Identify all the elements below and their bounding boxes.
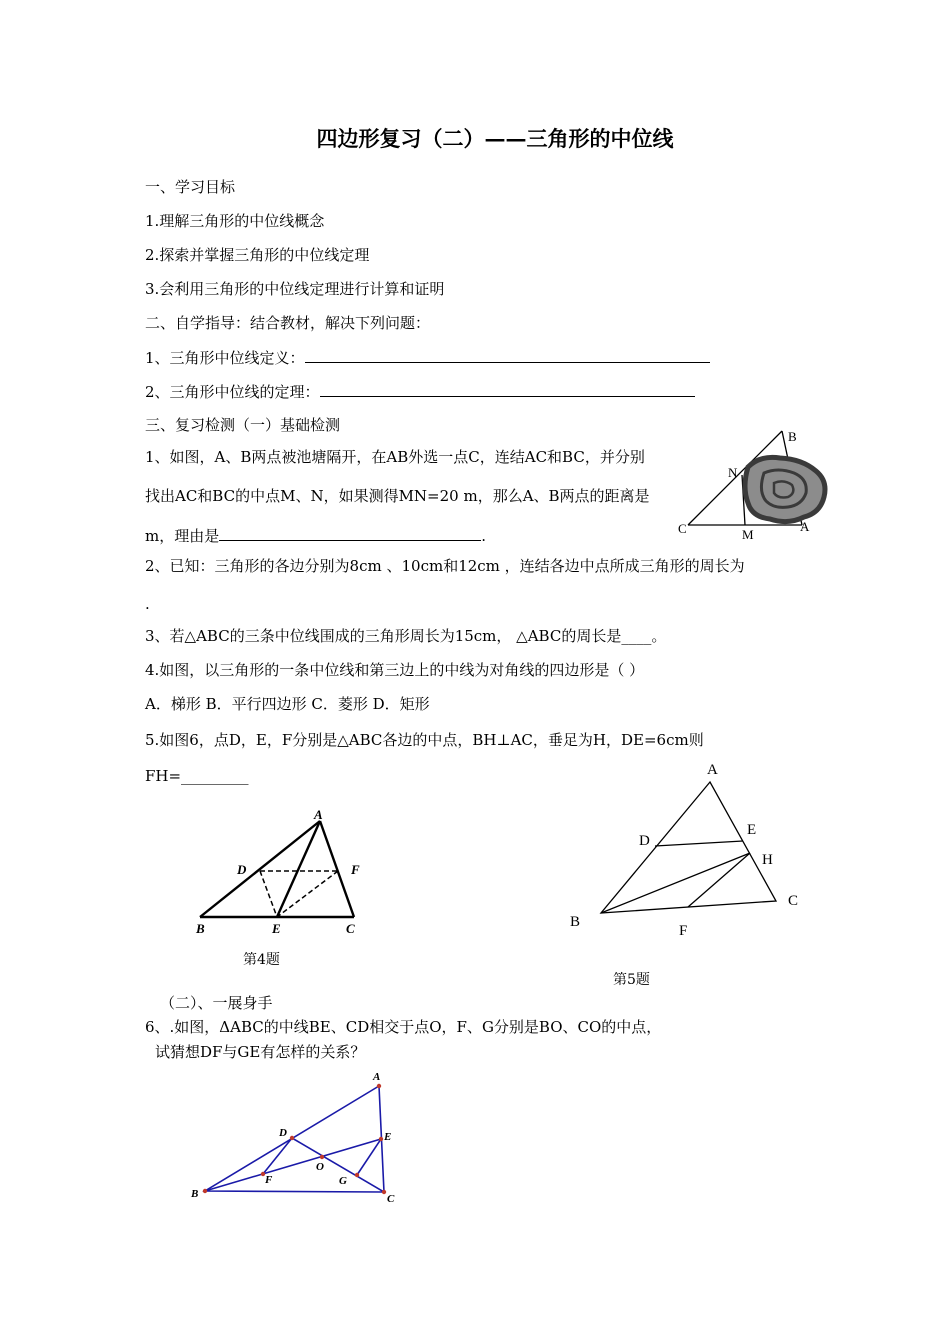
theorem-blank[interactable] — [320, 382, 695, 397]
fig6-label-O: O — [316, 1161, 324, 1173]
pond-label-B: B — [788, 429, 797, 444]
section-challenge: （二）、一展身手 — [160, 994, 273, 1012]
problem-2-line-1: 2、已知：三角形的各边分别为8cm 、10cm和12cm ，连结各边中点所成三角形的周长为 — [145, 557, 745, 575]
problem-4: 4.如图，以三角形的一条中位线和第三边上的中线为对角线的四边形是（ ） — [145, 661, 645, 679]
fig4-label-B: B — [196, 921, 205, 936]
pond-label-C: C — [678, 521, 687, 536]
fig4-label-F: F — [351, 862, 360, 877]
fig6-label-A: A — [373, 1071, 381, 1083]
objective-2: 2.探索并掌握三角形的中位线定理 — [145, 246, 370, 264]
theorem-question — [145, 382, 695, 401]
fig6-label-C: C — [387, 1193, 395, 1205]
problem-2-line-2: . — [145, 595, 150, 613]
fig6-point-G — [355, 1173, 359, 1177]
problem-1-line-1: 1、如图，A、B两点被池塘隔开，在AB外选一点C，连结AC和BC，并分别 — [145, 448, 645, 466]
fig5-label-E: E — [747, 822, 757, 838]
definition-question — [145, 348, 710, 367]
section-self-study: 二、自学指导：结合教材，解决下列问题： — [145, 314, 431, 332]
fig5-label-F: F — [679, 923, 688, 939]
fig6-label-G: G — [339, 1175, 347, 1187]
fig6-point-B — [203, 1189, 207, 1193]
fig5-label-A: A — [707, 762, 718, 778]
fig6-point-D — [290, 1136, 294, 1140]
problem-1-reason-label: m，理由是 — [145, 527, 220, 545]
fig6-label-E: E — [384, 1131, 392, 1143]
fig4-label-E: E — [272, 921, 281, 936]
problem-5-line-1: 5.如图6，点D，E，F分别是△ABC各边的中点，BH⊥AC，垂足为H，DE=6cm则 — [145, 731, 704, 749]
fig5-label-B: B — [570, 914, 581, 930]
fig5-label-H: H — [762, 852, 773, 868]
problem-1-reason-blank[interactable] — [219, 526, 481, 541]
fig6-point-E — [379, 1137, 383, 1141]
section-objectives: 一、学习目标 — [145, 178, 236, 196]
pond-icon — [745, 457, 825, 521]
page-title: 四边形复习（二）——三角形的中位线 — [316, 126, 674, 151]
objective-1: 1.理解三角形的中位线概念 — [145, 212, 325, 230]
fig4-label-A: A — [314, 807, 323, 822]
fig4-label-C: C — [346, 921, 355, 936]
problem-1-line-3 — [145, 526, 486, 545]
problem-6-line-1: 6、.如图，ΔABC的中线BE、CD相交于点O，F、G分别是BO、CO的中点， — [145, 1018, 662, 1036]
problem-3: 3、若△ABC的三条中位线围成的三角形周长为15cm， △ABC的周长是____。 — [145, 627, 667, 645]
theorem-label: 2、三角形中位线的定理： — [145, 383, 320, 401]
objective-3: 3.会利用三角形的中位线定理进行计算和证明 — [145, 280, 445, 298]
fig4-label-D: D — [237, 862, 247, 877]
definition-label: 1、三角形中位线定义： — [145, 349, 305, 367]
problem-1-line-2: 找出AC和BC的中点M、N，如果测得MN=20 m，那么A、B两点的距离是 — [145, 487, 650, 505]
problem-6-line-2: 试猜想DF与GE有怎样的关系？ — [155, 1043, 366, 1061]
figure-5-caption: 第5题 — [613, 972, 650, 988]
fig6-point-C — [382, 1190, 386, 1194]
pond-label-A: A — [800, 519, 810, 534]
problem-4-options: A．梯形 B．平行四边形 C．菱形 D．矩形 — [145, 695, 430, 713]
pond-label-N: N — [728, 465, 738, 480]
fig6-label-B: B — [191, 1188, 199, 1200]
figure-6 — [185, 1070, 405, 1210]
section-review: 三、复习检测（一）基础检测 — [145, 416, 341, 434]
figure-5 — [560, 755, 810, 940]
fig5-label-D: D — [639, 833, 650, 849]
pond-label-M: M — [742, 527, 754, 542]
pond-figure — [670, 425, 840, 545]
fig6-point-O — [320, 1155, 324, 1159]
problem-1-period: . — [481, 527, 487, 545]
fig5-label-C: C — [788, 893, 799, 909]
definition-blank[interactable] — [305, 348, 710, 363]
fig6-point-A — [377, 1084, 381, 1088]
problem-5-line-2: FH=_________ — [145, 767, 249, 785]
fig6-label-D: D — [279, 1127, 287, 1139]
fig6-label-F: F — [265, 1174, 273, 1186]
figure-4 — [190, 805, 370, 940]
figure-4-caption: 第4题 — [243, 952, 280, 968]
